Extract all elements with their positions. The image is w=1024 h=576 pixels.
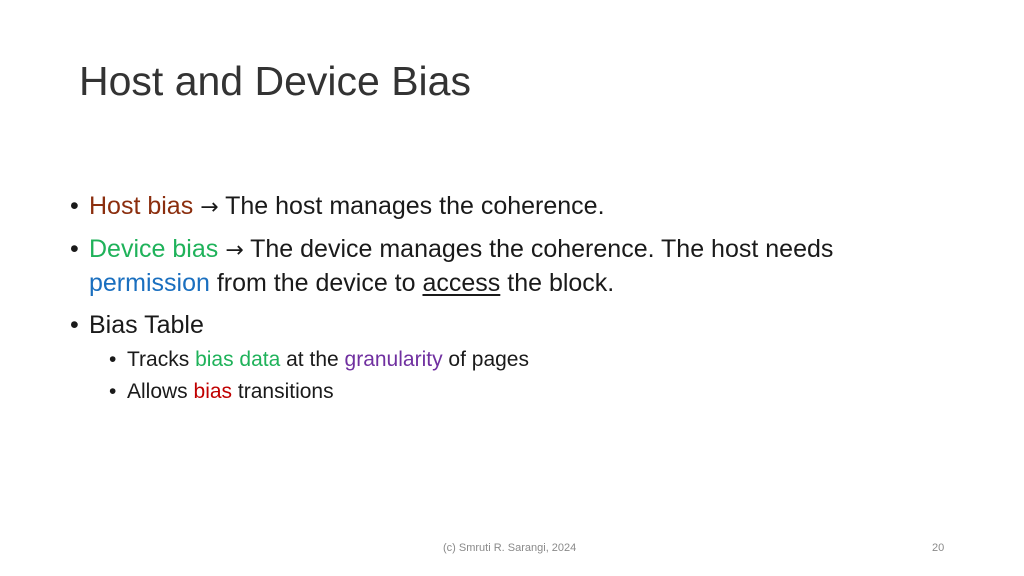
bullet-bias-table: [70, 309, 950, 342]
bullet-dot: •: [109, 348, 117, 371]
slide-title: Host and Device Bias: [79, 58, 471, 104]
bias-table-label: Bias Table: [89, 311, 204, 339]
slide-body: [70, 190, 950, 408]
granularity-term: granularity: [344, 348, 443, 371]
page-number: 20: [932, 542, 945, 554]
device-bias-desc: The device manages the coherence. The host needs: [243, 235, 834, 263]
bullet-dot: •: [70, 311, 79, 339]
tracks-mid: at the: [280, 348, 345, 371]
footer-credit: (c) Smruti R. Sarangi, 2024: [443, 542, 577, 554]
bias-data-term: bias data: [195, 348, 281, 371]
sub-bullet-allows: [70, 376, 950, 408]
tracks-post: of pages: [442, 348, 529, 371]
sub-bullet-tracks: [70, 344, 950, 376]
host-bias-desc: The host manages the coherence.: [218, 192, 605, 220]
bullet-host-bias: [70, 190, 950, 224]
bullet-dot: •: [70, 235, 79, 263]
tracks-pre: Tracks: [127, 348, 196, 371]
right-arrow-icon: →: [225, 238, 244, 263]
device-bias-desc-2: from the device to: [209, 269, 423, 297]
bullet-device-bias: [70, 233, 950, 300]
allows-post: transitions: [232, 380, 334, 403]
bullet-dot: •: [70, 192, 79, 220]
host-bias-term: Host bias: [89, 192, 194, 220]
right-arrow-icon: →: [200, 195, 219, 220]
access-term: access: [422, 269, 501, 297]
device-bias-term: Device bias: [89, 235, 219, 263]
allows-pre: Allows: [127, 380, 194, 403]
bullet-dot: •: [109, 380, 117, 403]
bias-term: bias: [193, 380, 233, 403]
permission-term: permission: [89, 269, 210, 297]
device-bias-desc-3: the block.: [500, 269, 615, 297]
